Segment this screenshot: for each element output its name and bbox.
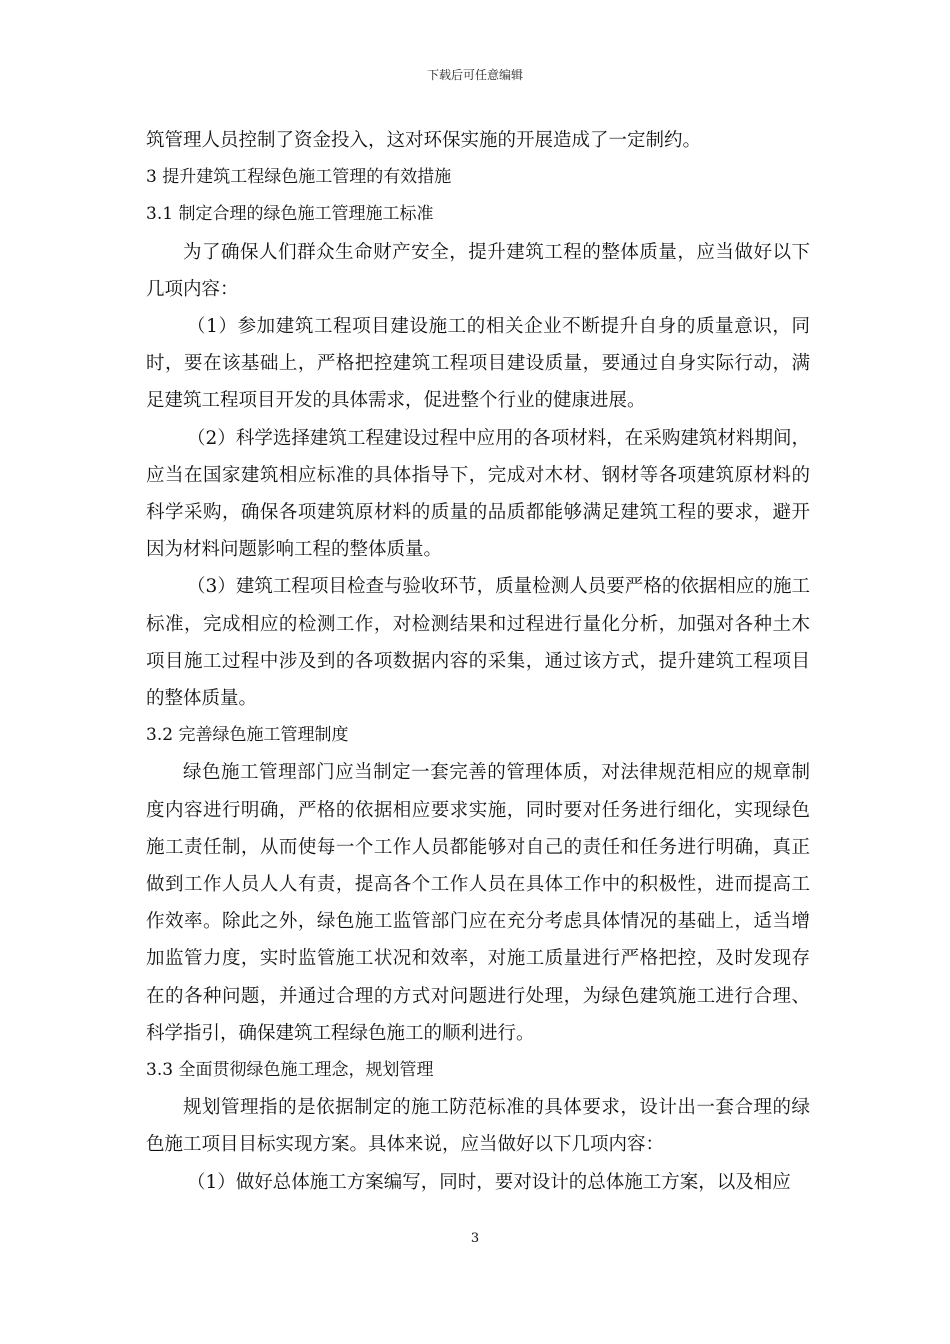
- document-body: [146, 122, 810, 1201]
- paragraph-item-1: （1）参加建筑工程项目建设施工的相关企业不断提升自身的质量意识，同时，要在该基础上，严格把控建筑工程项目建设质量，要通过自身实际行动，满足建筑工程项目开发的具体需求，促进整个行业的健康进展。: [146, 316, 810, 412]
- paragraph-planning: 规划管理指的是依据制定的施工防范标准的具体要求，设计出一套合理的绿色施工项目目标实现方案。具体来说，应当做好以下几项内容：: [146, 1097, 810, 1156]
- page-header: 下载后可任意编辑: [426, 68, 523, 82]
- paragraph-continuation: 筑管理人员控制了资金投入，这对环保实施的开展造成了一定制约。: [146, 130, 702, 151]
- paragraph-item-2: （2）科学选择建筑工程建设过程中应用的各项材料，在采购建筑材料期间，应当在国家建筑相应标准的具体指导下，完成对木材、钢材等各项建筑原材料的科学采购，确保各项建筑原材料的质量的品质都能够满足建筑工程的要求，避开因为材料问题影响工程的整体质量。: [146, 427, 810, 561]
- section-heading-3: 3 提升建筑工程绿色施工管理的有效措施: [146, 167, 452, 188]
- section-heading-3-3: 3.3 全面贯彻绿色施工理念，规划管理: [146, 1060, 434, 1081]
- page-number: 3: [470, 1231, 480, 1246]
- paragraph-intro: 为了确保人们群众生命财产安全，提升建筑工程的整体质量，应当做好以下几项内容：: [146, 241, 810, 300]
- section-heading-3-1: 3.1 制定合理的绿色施工管理施工标准: [146, 204, 434, 225]
- paragraph-plan-item-1: （1）做好总体施工方案编写，同时，要对设计的总体施工方案，以及相应: [187, 1171, 791, 1193]
- paragraph-management-system: 绿色施工管理部门应当制定一套完善的管理体质，对法律规范相应的规章制度内容进行明确，严格的依据相应要求实施，同时要对任务进行细化，实现绿色施工责任制，从而使每一个工作人员都能够对自己的责任和任务进行明确，真正做到工作人员人人有责，提高各个工作人员在具体工作中的积极性，进而提高工作效率。除此之外，绿色施工监管部门应在充分考虑具体情况的基础上，适当增加监管力度，实时监管施工状况和效率，对施工质量进行严格把控，及时发现存在的各种问题，并通过合理的方式对问题进行处理，为绿色建筑施工进行合理、科学指引，确保建筑工程绿色施工的顺利进行。: [146, 762, 810, 1044]
- paragraph-item-3: （3）建筑工程项目检查与验收环节，质量检测人员要严格的依据相应的施工标准，完成相应的检测工作，对检测结果和过程进行量化分析，加强对各种土木项目施工过程中涉及到的各项数据内容的采集，通过该方式，提升建筑工程项目的整体质量。: [146, 576, 810, 710]
- section-heading-3-2: 3.2 完善绿色施工管理制度: [146, 725, 349, 746]
